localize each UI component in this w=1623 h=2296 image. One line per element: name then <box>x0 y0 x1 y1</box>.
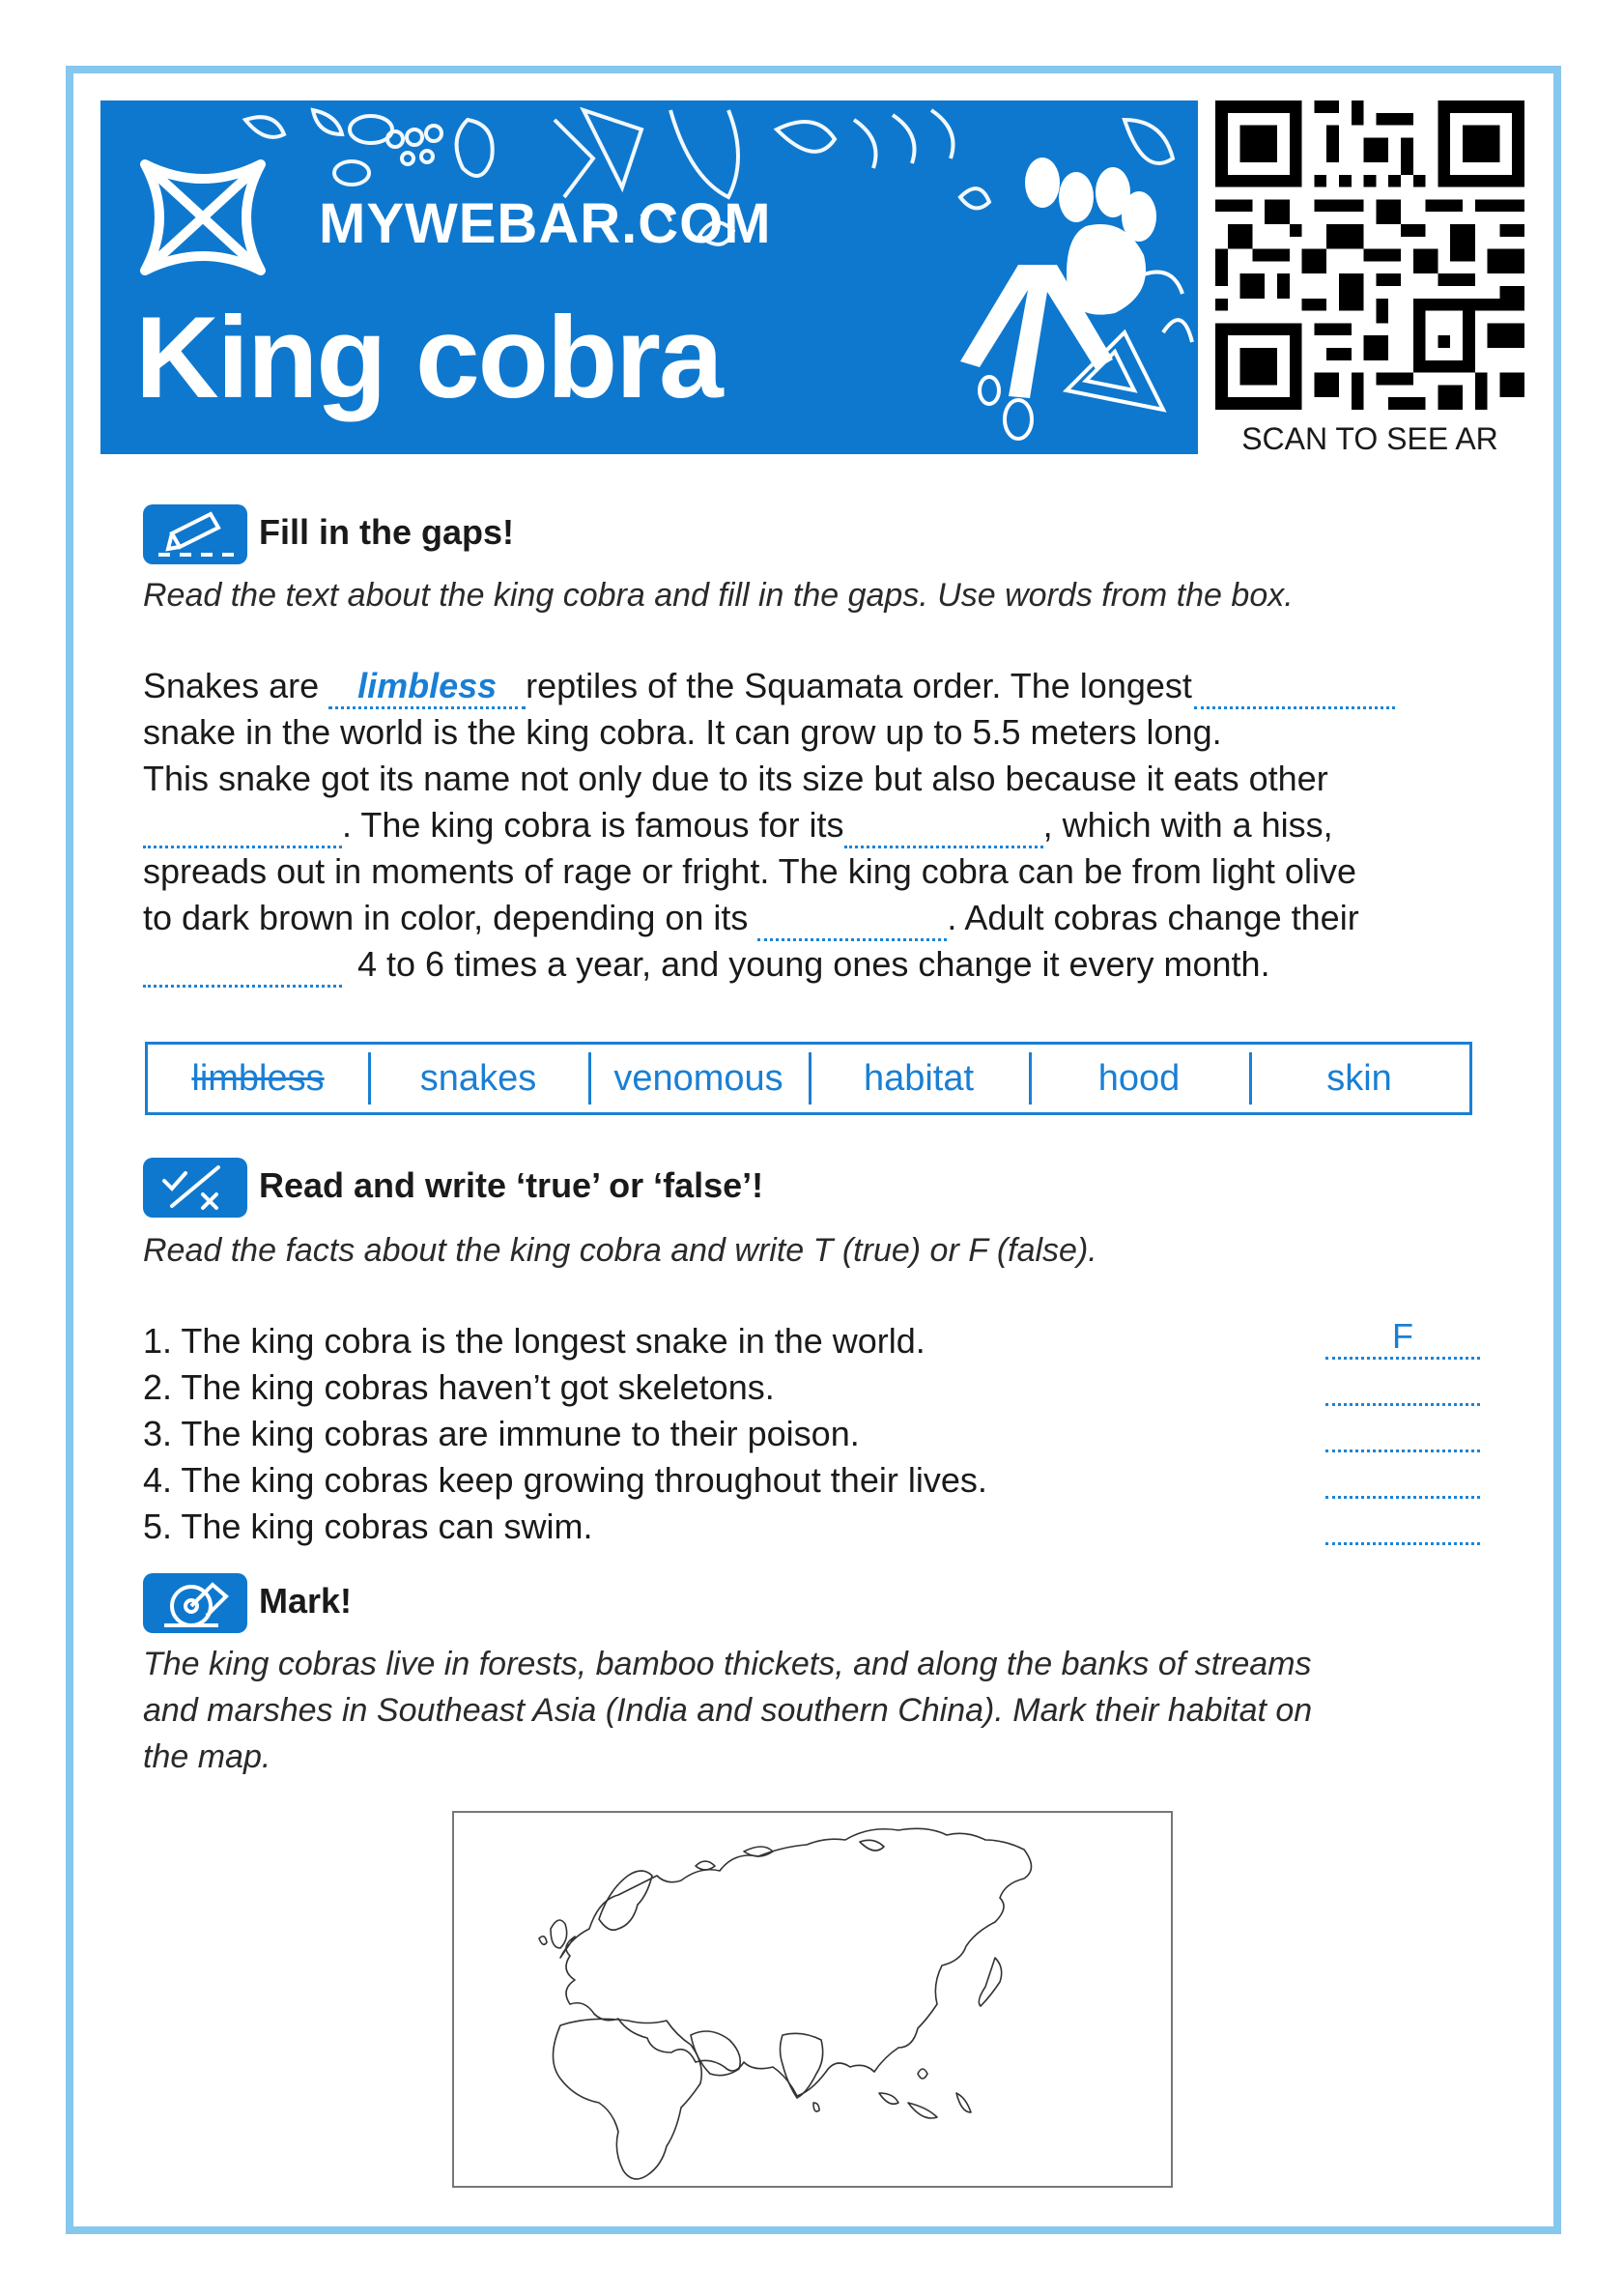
word-box-item: snakes <box>368 1045 588 1112</box>
text-fragment: , which with a hiss, <box>1042 805 1333 845</box>
text-line <box>143 802 1333 848</box>
check-cross-icon <box>143 1158 247 1218</box>
brand-logo <box>135 155 772 280</box>
text-fragment: to dark brown in color, depending on its <box>143 898 758 937</box>
word-box-item: venomous <box>588 1045 809 1112</box>
section-instruction: The king cobras live in forests, bamboo thickets, and along the banks of streams <box>143 1646 1312 1682</box>
gap-answer[interactable]: limbless <box>328 668 526 709</box>
text-fragment: Snakes are <box>143 666 329 705</box>
map-outline[interactable] <box>454 1813 1171 2186</box>
text-fragment: . Adult cobras change their <box>947 898 1359 937</box>
text-line <box>143 941 1270 988</box>
statement-text: 5. The king cobras can swim. <box>143 1507 593 1546</box>
text-line: spreads out in moments of rage or fright. The king cobra can be from light olive <box>143 851 1356 891</box>
section-heading-mark: Mark! <box>259 1581 353 1621</box>
section-instruction: Read the facts about the king cobra and write T (true) or F (false). <box>143 1232 1097 1269</box>
gap-blank[interactable] <box>1194 668 1395 709</box>
gap-blank[interactable] <box>844 807 1043 848</box>
word-box-item: skin <box>1249 1045 1469 1112</box>
statement-text: 1. The king cobra is the longest snake in the world. <box>143 1321 925 1361</box>
text-fragment: 4 to 6 times a year, and young ones change it every month. <box>357 944 1270 984</box>
answer-field[interactable] <box>1325 1411 1480 1452</box>
text-fragment: reptiles of the Squamata order. The longest <box>526 666 1192 705</box>
eurasia-outline-map[interactable] <box>452 1811 1173 2188</box>
answer-field[interactable] <box>1325 1504 1480 1545</box>
section-instruction: the map. <box>143 1738 271 1775</box>
text-line: snake in the world is the king cobra. It can grow up to 5.5 meters long. <box>143 712 1222 752</box>
pencil-gap-icon <box>143 504 247 564</box>
section-instruction: and marshes in Southeast Asia (India and southern China). Mark their habitat on <box>143 1692 1313 1729</box>
text-fragment: . The king cobra is famous for its <box>342 805 844 845</box>
word-box-item: hood <box>1029 1045 1249 1112</box>
page-title: King cobra <box>135 293 722 422</box>
map-marker-icon <box>143 1573 247 1633</box>
statement-text: 2. The king cobras haven’t got skeletons. <box>143 1367 775 1407</box>
qr-caption: SCAN TO SEE AR <box>1241 421 1498 456</box>
qr-code[interactable] <box>1215 100 1524 410</box>
gap-blank[interactable] <box>143 807 342 848</box>
section-heading-true-false: Read and write ‘true’ or ‘false’! <box>259 1165 764 1205</box>
answer-field[interactable] <box>1325 1364 1480 1406</box>
answer-field[interactable] <box>1325 1457 1480 1499</box>
word-box <box>145 1042 1472 1115</box>
gap-blank[interactable] <box>143 946 342 988</box>
statement-text: 3. The king cobras are immune to their poison. <box>143 1414 860 1453</box>
gap-blank[interactable] <box>757 900 947 941</box>
answer-field[interactable]: F <box>1325 1318 1480 1360</box>
text-line: This snake got its name not only due to its size but also because it eats other <box>143 759 1328 798</box>
statement-text: 4. The king cobras keep growing throughout their lives. <box>143 1460 987 1500</box>
brand-name: MYWEBAR.COM <box>319 192 772 255</box>
section-instruction: Read the text about the king cobra and fill in the gaps. Use words from the box. <box>143 577 1294 614</box>
section-heading-fill-gaps: Fill in the gaps! <box>259 512 515 552</box>
text-line <box>143 663 1395 709</box>
word-box-item: habitat <box>809 1045 1029 1112</box>
text-line <box>143 895 1359 941</box>
word-box-item: limbless <box>191 1058 325 1099</box>
mywebar-logo-icon <box>135 155 270 280</box>
